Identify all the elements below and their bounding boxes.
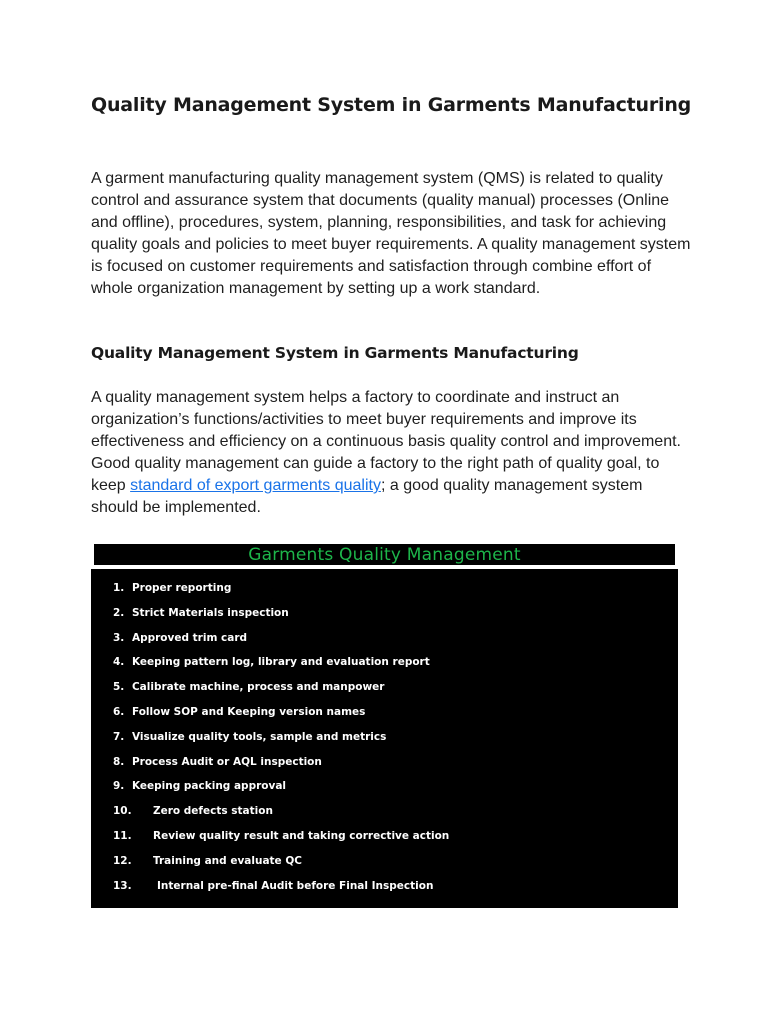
checklist-item-text: Visualize quality tools, sample and metrics: [131, 730, 387, 743]
checklist-item: [113, 703, 449, 728]
export-quality-link[interactable]: standard of export garments quality: [130, 477, 381, 494]
checklist-item-text: Approved trim card: [131, 631, 248, 644]
checklist-item-number: 5.: [113, 681, 125, 694]
infographic-title: Garments Quality Management: [248, 545, 521, 565]
checklist-item: [113, 802, 449, 827]
checklist-item-number: 8.: [113, 755, 125, 768]
checklist-item-text: Keeping pattern log, library and evaluation report: [131, 656, 430, 669]
checklist-item-text: Training and evaluate QC: [153, 854, 302, 867]
checklist-item-number: 11.: [113, 829, 132, 842]
body-paragraph: [91, 387, 691, 519]
checklist-item: [113, 579, 449, 604]
checklist-item-text: Proper reporting: [131, 582, 232, 594]
section-heading: Quality Management System in Garments Manufacturing: [91, 344, 579, 362]
quality-checklist: [113, 579, 449, 901]
checklist-item-number: 10.: [113, 805, 132, 818]
checklist-item-text: Follow SOP and Keeping version names: [131, 705, 366, 718]
checklist-item-number: 6.: [113, 705, 125, 718]
checklist-item-number: 2.: [113, 606, 125, 619]
checklist-item-text: Review quality result and taking corrective action: [153, 829, 450, 842]
checklist-item: [113, 777, 449, 802]
checklist-item: [113, 877, 449, 902]
checklist-item-text: Keeping packing approval: [131, 780, 287, 793]
checklist-item: [113, 728, 449, 753]
intro-paragraph: A garment manufacturing quality management system (QMS) is related to quality control and assurance system that documents (quality manual) processes (Online and offline), procedures, system, planning, responsibilities, and task for achieving quality goals and policies to meet buyer requirements. A quality management system is focused on customer requirements and satisfaction through combine effort of whole organization management by setting up a work standard.: [91, 170, 691, 297]
checklist-item-text: Internal pre-final Audit before Final Inspection: [157, 879, 434, 892]
checklist-item-number: 3.: [113, 631, 125, 644]
page-title: Quality Management System in Garments Manufacturing: [91, 94, 692, 116]
checklist-item: [113, 827, 449, 852]
checklist-item-text: Strict Materials inspection: [131, 606, 289, 619]
checklist-item: [113, 653, 449, 678]
checklist-item-number: 1.: [113, 582, 125, 594]
checklist-item: [113, 629, 449, 654]
infographic-panel: [91, 569, 678, 908]
checklist-item-text: Calibrate machine, process and manpower: [131, 681, 385, 694]
body-paragraph-text-before-link: A quality management system helps a factory to coordinate and instruct an organization’s functions/activities to meet buyer requirements and improve its effectiveness and efficiency on a continuous basis quality control and improvement. Good quality management can guide a factory to the right path of quality goal, to keep: [91, 389, 681, 494]
checklist-item-number: 9.: [113, 780, 125, 793]
infographic-title-banner: [94, 544, 675, 565]
checklist-item-text: Zero defects station: [153, 805, 273, 818]
checklist-item: [113, 678, 449, 703]
checklist-item-number: 4.: [113, 656, 125, 669]
checklist-item: [113, 753, 449, 778]
checklist-item-number: 13.: [113, 879, 132, 892]
checklist-item-text: Process Audit or AQL inspection: [131, 755, 322, 768]
body-paragraph-text-after-link: ; a good quality management system should be implemented.: [91, 477, 643, 516]
checklist-item-number: 12.: [113, 854, 132, 867]
checklist-item: [113, 604, 449, 629]
checklist-item: [113, 852, 449, 877]
checklist-item-number: 7.: [113, 730, 125, 743]
